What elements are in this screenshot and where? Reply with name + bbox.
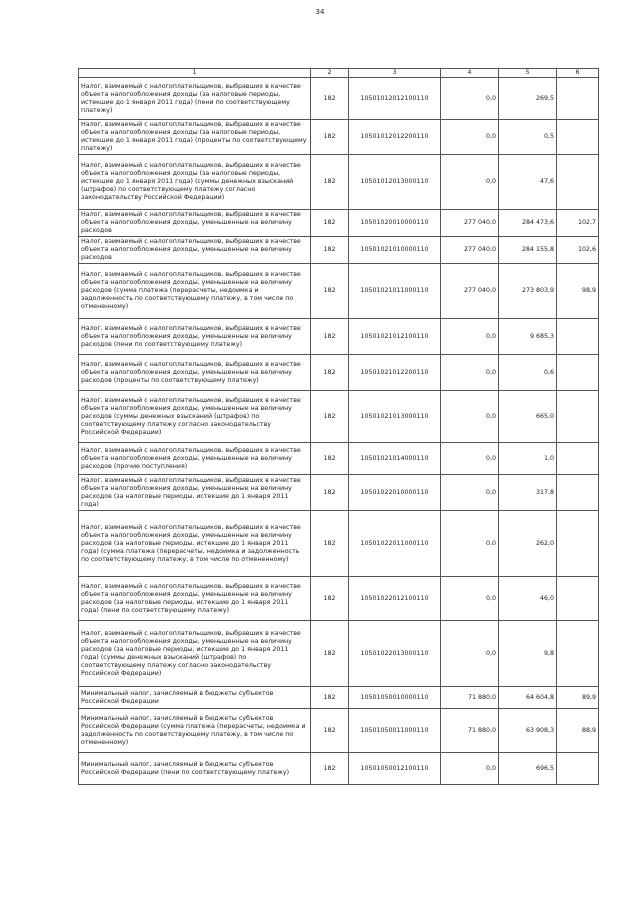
- row-actual-cell: 317,8: [499, 475, 557, 511]
- table-row: [79, 355, 599, 391]
- row-budget-code-cell: 10501021011000110: [349, 264, 441, 319]
- row-actual-cell: 696,5: [499, 753, 557, 785]
- row-admin-code-cell: 182: [311, 264, 349, 319]
- row-admin-code-cell: 182: [311, 443, 349, 475]
- row-plan-cell: 71 880,0: [441, 709, 499, 753]
- column-header: 6: [557, 69, 599, 78]
- row-actual-cell: 63 908,3: [499, 709, 557, 753]
- table-body: [79, 78, 599, 785]
- row-name-cell: Налог, взимаемый с налогоплательщиков, выбравших в качестве объекта налогообложения доходы, уменьшенные на величину расходов: [79, 237, 311, 264]
- row-admin-code-cell: 182: [311, 78, 349, 120]
- row-plan-cell: 0,0: [441, 753, 499, 785]
- row-plan-cell: 0,0: [441, 120, 499, 155]
- row-actual-cell: 269,5: [499, 78, 557, 120]
- table-row: [79, 621, 599, 687]
- row-plan-cell: 0,0: [441, 391, 499, 443]
- row-budget-code-cell: 10501021014000110: [349, 443, 441, 475]
- row-percent-cell: [557, 621, 599, 687]
- column-header: 4: [441, 69, 499, 78]
- row-admin-code-cell: 182: [311, 511, 349, 577]
- row-actual-cell: 46,0: [499, 577, 557, 621]
- row-plan-cell: 0,0: [441, 577, 499, 621]
- row-actual-cell: 284 155,8: [499, 237, 557, 264]
- row-plan-cell: 277 040,0: [441, 264, 499, 319]
- row-name-cell: Налог, взимаемый с налогоплательщиков, выбравших в качестве объекта налогообложения доходы (за налоговые периоды, истекшие до 1 января 2011 года) (суммы денежных взысканий (штрафов) по соответствующему платежу согласно законодательству Российской Федерации): [79, 155, 311, 210]
- row-admin-code-cell: 182: [311, 577, 349, 621]
- row-percent-cell: 102,7: [557, 210, 599, 237]
- row-actual-cell: 9,8: [499, 621, 557, 687]
- row-budget-code-cell: 10501012012100110: [349, 78, 441, 120]
- row-plan-cell: 71 880,0: [441, 687, 499, 709]
- row-actual-cell: 665,0: [499, 391, 557, 443]
- row-admin-code-cell: 182: [311, 319, 349, 355]
- column-header: 2: [311, 69, 349, 78]
- row-budget-code-cell: 10501022011000110: [349, 511, 441, 577]
- row-name-cell: Минимальный налог, зачисляемый в бюджеты субъектов Российской Федерации: [79, 687, 311, 709]
- row-plan-cell: 0,0: [441, 443, 499, 475]
- table-header-row: [79, 69, 599, 78]
- row-admin-code-cell: 182: [311, 475, 349, 511]
- table-row: [79, 753, 599, 785]
- row-budget-code-cell: 10501050010000110: [349, 687, 441, 709]
- table-row: [79, 319, 599, 355]
- row-name-cell: Налог, взимаемый с налогоплательщиков, выбравших в качестве объекта налогообложения доходы, уменьшенные на величину расходов (за налоговые периоды, истекшие до 1 января 2011 года): [79, 475, 311, 511]
- row-percent-cell: 88,9: [557, 709, 599, 753]
- row-percent-cell: 98,9: [557, 264, 599, 319]
- row-percent-cell: [557, 577, 599, 621]
- row-budget-code-cell: 10501021010000110: [349, 237, 441, 264]
- row-plan-cell: 0,0: [441, 78, 499, 120]
- row-budget-code-cell: 10501050012100110: [349, 753, 441, 785]
- row-plan-cell: 0,0: [441, 319, 499, 355]
- row-percent-cell: [557, 355, 599, 391]
- row-plan-cell: 0,0: [441, 155, 499, 210]
- row-budget-code-cell: 10501021013000110: [349, 391, 441, 443]
- row-budget-code-cell: 10501020010000110: [349, 210, 441, 237]
- table-row: [79, 391, 599, 443]
- table-row: [79, 264, 599, 319]
- revenue-table: [78, 68, 599, 785]
- row-plan-cell: 277 040,0: [441, 237, 499, 264]
- row-budget-code-cell: 10501021012200110: [349, 355, 441, 391]
- row-percent-cell: [557, 443, 599, 475]
- table-row: [79, 475, 599, 511]
- row-actual-cell: 9 685,3: [499, 319, 557, 355]
- page-number: 34: [315, 8, 325, 16]
- column-header: 5: [499, 69, 557, 78]
- row-budget-code-cell: 10501022012100110: [349, 577, 441, 621]
- row-admin-code-cell: 182: [311, 237, 349, 264]
- row-percent-cell: [557, 319, 599, 355]
- row-percent-cell: [557, 753, 599, 785]
- row-percent-cell: [557, 475, 599, 511]
- row-admin-code-cell: 182: [311, 355, 349, 391]
- row-admin-code-cell: 182: [311, 621, 349, 687]
- row-percent-cell: 102,6: [557, 237, 599, 264]
- table-row: [79, 120, 599, 155]
- row-plan-cell: 0,0: [441, 475, 499, 511]
- row-percent-cell: 89,9: [557, 687, 599, 709]
- row-percent-cell: [557, 391, 599, 443]
- row-name-cell: Налог, взимаемый с налогоплательщиков, выбравших в качестве объекта налогообложения доходы, уменьшенные на величину расходов: [79, 210, 311, 237]
- row-name-cell: Минимальный налог, зачисляемый в бюджеты субъектов Российской Федерации (сумма платежа (перерасчеты, недоимка и задолженность по соответствующему платежу, в том числе по отмененному): [79, 709, 311, 753]
- table-row: [79, 511, 599, 577]
- row-actual-cell: 64 604,8: [499, 687, 557, 709]
- row-percent-cell: [557, 120, 599, 155]
- row-plan-cell: 277 040,0: [441, 210, 499, 237]
- row-name-cell: Налог, взимаемый с налогоплательщиков, выбравших в качестве объекта налогообложения доходы, уменьшенные на величину расходов (суммы денежных взысканий (штрафов) по соответствующему платежу согласно законодательству Российской Федерации): [79, 391, 311, 443]
- row-name-cell: Налог, взимаемый с налогоплательщиков, выбравших в качестве объекта налогообложения доходы, уменьшенные на величину расходов (сумма платежа (перерасчеты, недоимка и задолженность по соответствующему платежу, в том числе по отмененному): [79, 264, 311, 319]
- table-row: [79, 709, 599, 753]
- row-name-cell: Налог, взимаемый с налогоплательщиков, выбравших в качестве объекта налогообложения доходы, уменьшенные на величину расходов (за налоговые периоды, истекшие до 1 января 2011 года) (сумма платежа (перерасчеты, недоимка и задолженность по соответствующему платежу, в том числе по отмененному): [79, 511, 311, 577]
- row-budget-code-cell: 10501021012100110: [349, 319, 441, 355]
- row-name-cell: Минимальный налог, зачисляемый в бюджеты субъектов Российской Федерации (пени по соответствующему платежу): [79, 753, 311, 785]
- row-actual-cell: 1,0: [499, 443, 557, 475]
- table-row: [79, 210, 599, 237]
- row-budget-code-cell: 10501012013000110: [349, 155, 441, 210]
- row-percent-cell: [557, 155, 599, 210]
- row-admin-code-cell: 182: [311, 753, 349, 785]
- row-actual-cell: 0,6: [499, 355, 557, 391]
- row-plan-cell: 0,0: [441, 621, 499, 687]
- table-row: [79, 443, 599, 475]
- row-admin-code-cell: 182: [311, 120, 349, 155]
- table-row: [79, 687, 599, 709]
- row-actual-cell: 262,0: [499, 511, 557, 577]
- row-percent-cell: [557, 78, 599, 120]
- row-name-cell: Налог, взимаемый с налогоплательщиков, выбравших в качестве объекта налогообложения доходы (за налоговые периоды, истекшие до 1 января 2011 года) (проценты по соответствующему платежу): [79, 120, 311, 155]
- row-actual-cell: 273 803,9: [499, 264, 557, 319]
- row-budget-code-cell: 10501050011000110: [349, 709, 441, 753]
- table-row: [79, 577, 599, 621]
- row-name-cell: Налог, взимаемый с налогоплательщиков, выбравших в качестве объекта налогообложения доходы, уменьшенные на величину расходов (за налоговые периоды, истекшие до 1 января 2011 года) (пени по соответствующему платежу): [79, 577, 311, 621]
- column-header: 1: [79, 69, 311, 78]
- table-row: [79, 78, 599, 120]
- row-percent-cell: [557, 511, 599, 577]
- row-plan-cell: 0,0: [441, 511, 499, 577]
- row-actual-cell: 0,5: [499, 120, 557, 155]
- row-admin-code-cell: 182: [311, 687, 349, 709]
- column-header: 3: [349, 69, 441, 78]
- table-row: [79, 237, 599, 264]
- row-admin-code-cell: 182: [311, 210, 349, 237]
- row-name-cell: Налог, взимаемый с налогоплательщиков, выбравших в качестве объекта налогообложения доходы, уменьшенные на величину расходов (проценты по соответствующему платежу): [79, 355, 311, 391]
- row-admin-code-cell: 182: [311, 391, 349, 443]
- row-budget-code-cell: 10501012012200110: [349, 120, 441, 155]
- row-budget-code-cell: 10501022010000110: [349, 475, 441, 511]
- row-name-cell: Налог, взимаемый с налогоплательщиков, выбравших в качестве объекта налогообложения доходы, уменьшенные на величину расходов (за налоговые периоды, истекшие до 1 января 2011 года) (суммы денежных взысканий (штрафов) по соответствующему платежу согласно законодательству Российской Федерации): [79, 621, 311, 687]
- table-row: [79, 155, 599, 210]
- row-admin-code-cell: 182: [311, 155, 349, 210]
- row-name-cell: Налог, взимаемый с налогоплательщиков, выбравших в качестве объекта налогообложения доходы (за налоговые периоды, истекшие до 1 января 2011 года) (пени по соответствующему платежу): [79, 78, 311, 120]
- row-admin-code-cell: 182: [311, 709, 349, 753]
- row-actual-cell: 284 473,6: [499, 210, 557, 237]
- row-actual-cell: 47,6: [499, 155, 557, 210]
- row-budget-code-cell: 10501022013000110: [349, 621, 441, 687]
- row-name-cell: Налог, взимаемый с налогоплательщиков, выбравших в качестве объекта налогообложения доходы, уменьшенные на величину расходов (прочие поступления): [79, 443, 311, 475]
- row-plan-cell: 0,0: [441, 355, 499, 391]
- row-name-cell: Налог, взимаемый с налогоплательщиков, выбравших в качестве объекта налогообложения доходы, уменьшенные на величину расходов (пени по соответствующему платежу): [79, 319, 311, 355]
